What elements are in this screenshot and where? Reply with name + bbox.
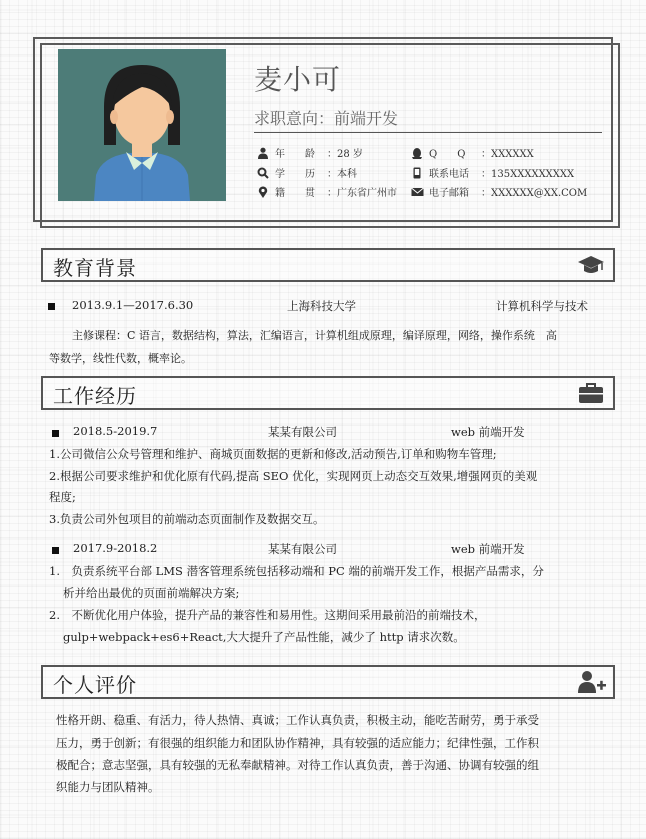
job-entry bbox=[52, 427, 59, 441]
job-company: 某某有限公司 bbox=[268, 542, 337, 556]
phone-icon bbox=[411, 167, 425, 179]
job-role: web 前端开发 bbox=[451, 542, 525, 556]
graduation-cap-icon bbox=[577, 253, 605, 277]
education-school: 上海科技大学 bbox=[287, 299, 356, 313]
evaluation-line: 织能力与团队精神。 bbox=[56, 780, 160, 794]
job-period: 2018.5-2019.7 bbox=[73, 424, 158, 438]
job-period: 2017.9-2018.2 bbox=[73, 541, 158, 555]
job-duty-line: gulp+webpack+es6+React,大大提升了产品性能，减少了 http 请求次数。 bbox=[63, 630, 465, 644]
education-courses-line: 主修课程：C 语言，数据结构，算法，汇编语言，计算机组成原理，编译原理，网络，操作系统 高 bbox=[72, 329, 557, 342]
info-age: 年 龄 ：28 岁 bbox=[257, 145, 363, 160]
avatar bbox=[58, 49, 226, 201]
job-duty-line: 1.公司微信公众号管理和维护、商城页面数据的更新和修改,活动预告,订单和购物车管理; bbox=[49, 447, 497, 461]
info-hometown: 籍 贯 ：广东省广州市 bbox=[257, 184, 397, 199]
info-qq: Q Q ：XXXXXX bbox=[411, 145, 534, 160]
education-period: 2013.9.1—2017.6.30 bbox=[72, 298, 194, 312]
add-user-icon bbox=[577, 670, 605, 694]
header-divider bbox=[254, 132, 602, 133]
job-intent: 求职意向：前端开发 bbox=[254, 109, 399, 128]
envelope-icon bbox=[411, 186, 425, 198]
bullet bbox=[48, 303, 55, 310]
evaluation-line: 压力，勇于创新；有很强的组织能力和团队协作精神，具有较强的适应能力；纪律性强，工作积 bbox=[56, 736, 539, 750]
info-email: 电子邮箱 ：XXXXXX@XX.COM bbox=[411, 184, 587, 199]
section-header-work bbox=[41, 376, 615, 410]
candidate-name: 麦小可 bbox=[254, 63, 342, 96]
info-phone: 联系电话 ：135XXXXXXXXX bbox=[411, 165, 574, 180]
job-duty-line: 析并给出最优的页面前端解决方案; bbox=[63, 586, 240, 600]
job-duty-line: 1. 负责系统平台部 LMS 潜客管理系统包括移动端和 PC 端的前端开发工作，根据产品需求，分 bbox=[49, 564, 544, 578]
section-header-evaluation bbox=[41, 665, 615, 699]
job-entry bbox=[52, 544, 59, 558]
job-duty-line: 2. 不断优化用户体验，提升产品的兼容性和易用性。这期间采用最前沿的前端技术， bbox=[49, 608, 486, 622]
location-pin-icon bbox=[257, 186, 271, 198]
bullet bbox=[52, 430, 59, 437]
section-title: 工作经历 bbox=[53, 384, 137, 408]
job-duty-line: 程度; bbox=[49, 490, 76, 504]
avatar-illustration bbox=[58, 49, 226, 201]
evaluation-line: 性格开朗、稳重、有活力，待人热情、真诚；工作认真负责，积极主动，能吃苦耐劳，勇于承受 bbox=[56, 713, 539, 727]
evaluation-line: 极配合；意志坚强，具有较强的无私奉献精神。对待工作认真负责，善于沟通、协调有较强的组 bbox=[56, 758, 539, 772]
job-duty-line: 2.根据公司要求维护和优化原有代码,提高 SEO 优化，实现网页上动态交互效果,增强网页的美观 bbox=[49, 469, 538, 483]
education-entry bbox=[48, 300, 55, 314]
education-major: 计算机科学与技术 bbox=[496, 299, 588, 313]
education-courses-line: 等数学，线性代数，概率论。 bbox=[49, 352, 192, 365]
job-duty-line: 3.负责公司外包项目的前端动态页面制作及数据交互。 bbox=[49, 512, 325, 526]
search-icon bbox=[257, 167, 271, 179]
bullet bbox=[52, 547, 59, 554]
user-icon bbox=[257, 147, 271, 159]
briefcase-icon bbox=[577, 381, 605, 405]
job-company: 某某有限公司 bbox=[268, 425, 337, 439]
info-education: 学 历 ：本科 bbox=[257, 165, 357, 180]
section-title: 教育背景 bbox=[53, 256, 137, 280]
section-header-education bbox=[41, 248, 615, 282]
job-role: web 前端开发 bbox=[451, 425, 525, 439]
section-title: 个人评价 bbox=[53, 673, 137, 697]
qq-penguin-icon bbox=[411, 147, 425, 159]
